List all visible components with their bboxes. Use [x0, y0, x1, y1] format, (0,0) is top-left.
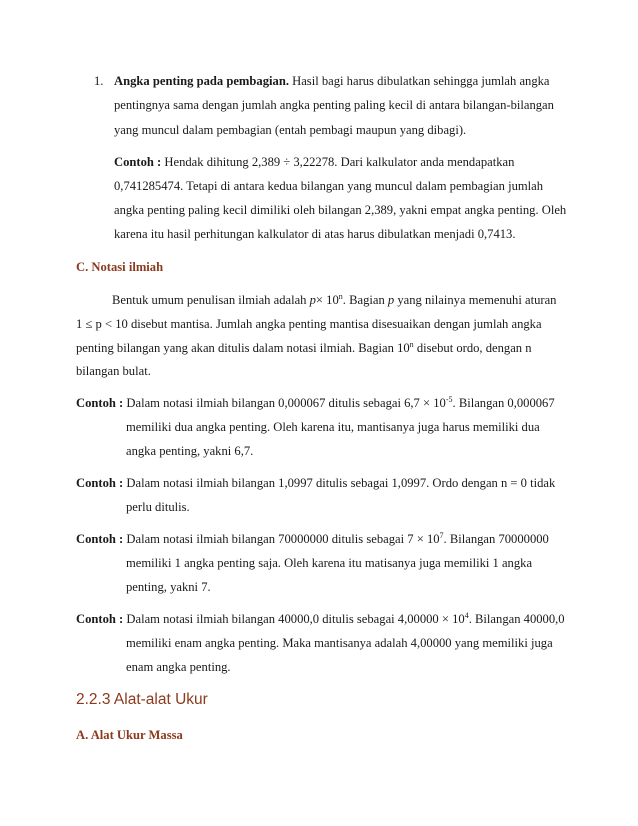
example-4-line1 [76, 613, 565, 626]
section-c-para-line1 [112, 294, 556, 307]
section-c-para-line2: 1 ≤ p < 10 disebut mantisa. Jumlah angka penting mantisa disesuaikan dengan jumlah angka [76, 317, 542, 331]
text: disebut ordo, dengan n [413, 341, 532, 355]
example-label: Contoh : [114, 155, 162, 169]
section-c-heading: C. Notasi ilmiah [76, 260, 164, 274]
example-3-line2: memiliki 1 angka penting saja. Oleh karena itu matisanya juga memiliki 1 angka [126, 556, 533, 570]
superscript: n [338, 292, 343, 301]
superscript: -5 [445, 395, 453, 404]
text: . Bilangan 0,000067 [452, 396, 555, 410]
example-1-line3: angka penting, yakni 6,7. [126, 444, 254, 458]
text: × 10 [315, 293, 339, 307]
text: . Bagian [342, 293, 388, 307]
example-1-line2: memiliki dua angka penting. Oleh karena itu, mantisanya juga harus memiliki dua [126, 420, 540, 434]
section-c-para-line3 [76, 342, 532, 355]
item1-line2: pentingnya sama dengan jumlah angka penting paling kecil di antara bilangan-bilangan [114, 98, 554, 112]
text: . Bilangan 70000000 [443, 532, 549, 546]
item1-example-line1 [114, 156, 514, 169]
example-4-line3: enam angka penting. [126, 660, 231, 674]
text: penting bilangan yang akan ditulis dalam notasi ilmiah. Bagian 10 [76, 341, 410, 355]
example-label: Contoh : [76, 396, 124, 410]
example-3-line1 [76, 533, 549, 546]
item1-line3: yang muncul dalam pembagian (entah pembagi maupun yang dibagi). [114, 123, 467, 137]
item1-example-line2: 0,741285474. Tetapi di antara kedua bilangan yang muncul dalam pembagian jumlah [114, 179, 544, 193]
text: . Bilangan 40000,0 [468, 612, 565, 626]
example-3-line3: penting, yakni 7. [126, 580, 211, 594]
item1-example-line3: angka penting paling kecil dimiliki oleh bilangan 2,389, yakni empat angka penting. Oleh [114, 203, 567, 217]
text: Dalam notasi ilmiah bilangan 1,0997 ditulis sebagai 1,0997. Ordo dengan n = 0 tidak [123, 476, 556, 490]
item1-example-line4: karena itu hasil perhitungan kalkulator di atas harus dibulatkan menjadi 0,7413. [114, 227, 516, 241]
text: Dalam notasi ilmiah bilangan 40000,0 ditulis sebagai 4,00000 × 10 [123, 612, 465, 626]
example-label: Contoh : [76, 612, 124, 626]
text: Dalam notasi ilmiah bilangan 0,000067 ditulis sebagai 6,7 × 10 [123, 396, 446, 410]
item1-example-text: Hendak dihitung 2,389 ÷ 3,22278. Dari kalkulator anda mendapatkan [161, 155, 515, 169]
example-2-line2: perlu ditulis. [126, 500, 190, 514]
example-label: Contoh : [76, 476, 124, 490]
text: Dalam notasi ilmiah bilangan 70000000 ditulis sebagai 7 × 10 [123, 532, 440, 546]
item1-title: Angka penting pada pembagian. [114, 74, 289, 88]
example-1-line1 [76, 397, 555, 410]
var-p: p [387, 293, 395, 307]
list-number: 1. [94, 74, 104, 88]
var-p: p [309, 293, 316, 307]
item1-line1 [114, 75, 550, 88]
superscript: n [409, 340, 414, 349]
text: yang nilainya memenuhi aturan [394, 293, 557, 307]
section-a-heading: A. Alat Ukur Massa [76, 728, 183, 742]
superscript: 7 [439, 531, 444, 540]
section-223-heading: 2.2.3 Alat-alat Ukur [76, 691, 208, 708]
example-4-line2: memiliki enam angka penting. Maka mantisanya adalah 4,00000 yang memiliki juga [126, 636, 553, 650]
item1-line1-text: Hasil bagi harus dibulatkan sehingga jumlah angka [288, 74, 550, 88]
example-label: Contoh : [76, 532, 124, 546]
section-c-para-line4: bilangan bulat. [76, 364, 151, 378]
superscript: 4 [464, 611, 469, 620]
text: Bentuk umum penulisan ilmiah adalah [112, 293, 310, 307]
example-2-line1 [76, 477, 555, 490]
